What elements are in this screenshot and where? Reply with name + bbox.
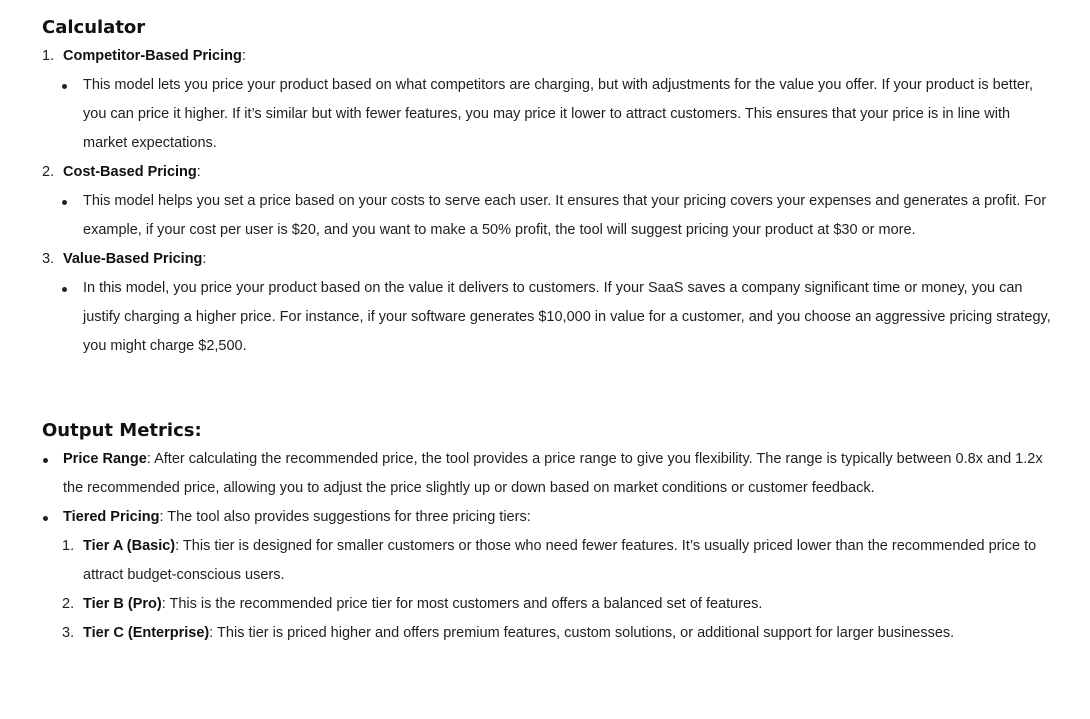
pricing-model-item: 3. Value-Based Pricing: — [42, 245, 1052, 274]
list-number: 2. — [62, 596, 75, 612]
list-number: 1. — [42, 48, 55, 64]
pricing-model-label: Value-Based Pricing — [63, 251, 203, 267]
tiered-pricing-item: Tiered Pricing: The tool also provides suggestions for three pricing tiers: — [42, 503, 1052, 532]
list-number: 3. — [42, 251, 55, 267]
bullet-dot — [43, 458, 48, 463]
tier-item: 3. Tier C (Enterprise): This tier is priced higher and offers premium features, custom solutions, or additional support for larger businesses. — [42, 619, 1052, 648]
tier-label: Tier B (Pro) — [83, 596, 162, 612]
calculator-heading: Calculator — [42, 17, 146, 38]
price-range-label: Price Range — [63, 451, 147, 467]
tier-label: Tier A (Basic) — [83, 538, 176, 554]
output-metrics-list — [42, 445, 1052, 648]
bullet-dot — [62, 200, 67, 205]
pricing-model-description: In this model, you price your product based on the value it delivers to customers. If your SaaS saves a company significant time or money, you can justify charging a higher price. For instance, if your software generates $10,000 in value for a customer, and you choose an aggressive pricing strategy, you might charge $2,500. — [42, 274, 1052, 361]
tier-item: 2. Tier B (Pro): This is the recommended price tier for most customers and offers a balanced set of features. — [42, 590, 1052, 619]
output-metrics-heading: Output Metrics: — [42, 420, 202, 441]
pricing-model-description: This model helps you set a price based on your costs to serve each user. It ensures that your pricing covers your expenses and generates a profit. For example, if your cost per user is $20, and you want to make a 50% profit, the tool will suggest pricing your product at $30 or more. — [42, 187, 1052, 245]
tiered-pricing-label: Tiered Pricing — [63, 509, 160, 525]
pricing-model-label: Competitor-Based Pricing — [63, 48, 242, 64]
calculator-list — [42, 42, 1052, 361]
pricing-model-item: 2. Cost-Based Pricing: — [42, 158, 1052, 187]
tier-label: Tier C (Enterprise) — [83, 625, 210, 641]
pricing-model-item: 1. Competitor-Based Pricing: — [42, 42, 1052, 71]
list-number: 2. — [42, 164, 55, 180]
bullet-dot — [62, 287, 67, 292]
pricing-model-label: Cost-Based Pricing — [63, 164, 197, 180]
price-range-item: Price Range: After calculating the recommended price, the tool provides a price range to give you flexibility. The range is typically between 0.8x and 1.2x the recommended price, allowing you to adjust the price slightly up or down based on market conditions or customer feedback. — [42, 445, 1052, 503]
list-number: 1. — [62, 538, 75, 554]
document-body — [42, 14, 1052, 648]
pricing-model-description: This model lets you price your product based on what competitors are charging, but with adjustments for the value you offer. If your product is better, you can price it higher. If it’s similar but with fewer features, you may price it lower to attract customers. This ensures that your price is in line with market expectations. — [42, 71, 1052, 158]
bullet-dot — [62, 84, 67, 89]
tier-item: 1. Tier A (Basic): This tier is designed for smaller customers or those who need fewer features. It’s usually priced lower than the recommended price to attract budget-conscious users. — [42, 532, 1052, 590]
bullet-dot — [43, 516, 48, 521]
list-number: 3. — [62, 625, 75, 641]
